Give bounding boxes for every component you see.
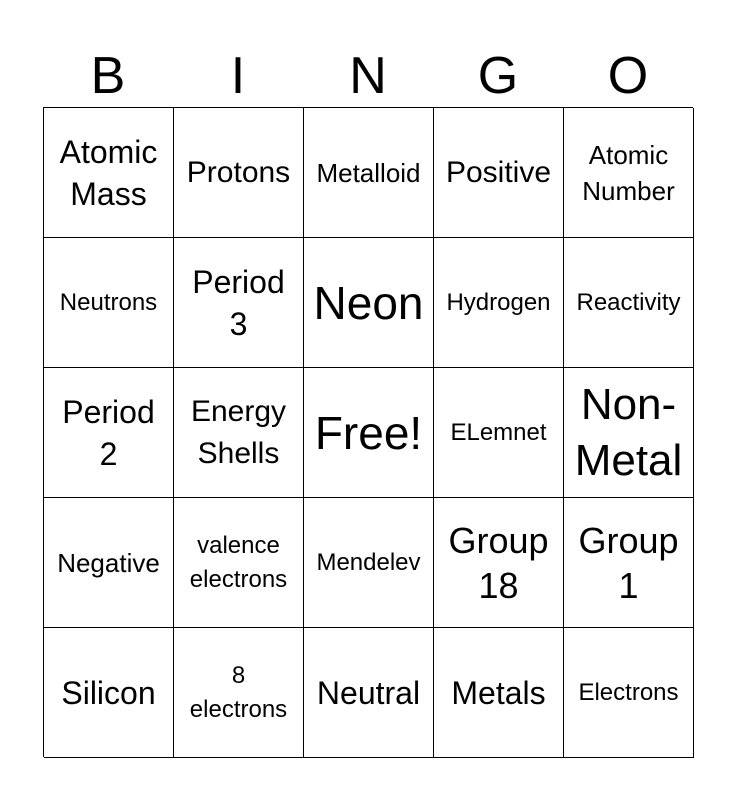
cell-label: Period 3	[192, 263, 285, 342]
bingo-cell-r2-c3[interactable]	[304, 238, 434, 368]
cell-label: Period 2	[62, 393, 155, 472]
bingo-cell-r3-c2[interactable]	[174, 368, 304, 498]
bingo-cell-r4-c1[interactable]	[44, 498, 174, 628]
cell-label: ELemnet	[450, 418, 547, 446]
bingo-cell-r3-c1[interactable]	[44, 368, 174, 498]
header-letter-o: O	[607, 47, 649, 105]
bingo-header	[43, 44, 693, 108]
cell-label: Group 1	[578, 519, 679, 606]
cell-label: Hydrogen	[446, 288, 551, 316]
header-letter-n: N	[349, 47, 387, 105]
bingo-cell-r5-c1[interactable]	[44, 628, 174, 758]
bingo-cell-r5-c5[interactable]	[564, 628, 694, 758]
cell-label: Positive	[445, 155, 552, 189]
bingo-cell-r4-c4[interactable]	[434, 498, 564, 628]
bingo-cell-r4-c3[interactable]	[304, 498, 434, 628]
bingo-cell-r2-c2[interactable]	[174, 238, 304, 368]
cell-label: Electrons	[578, 678, 679, 706]
bingo-cell-r3-c3[interactable]	[304, 368, 434, 498]
header-letter-g: G	[477, 47, 519, 105]
cell-label: Negative	[57, 547, 160, 578]
bingo-cell-r5-c3[interactable]	[304, 628, 434, 758]
bingo-cell-r2-c4[interactable]	[434, 238, 564, 368]
header-letter-i: I	[230, 47, 246, 105]
bingo-cell-r1-c3[interactable]	[304, 108, 434, 238]
bingo-cell-r1-c1[interactable]	[44, 108, 174, 238]
free-space-label: Free!	[314, 406, 423, 459]
bingo-cell-r1-c2[interactable]	[174, 108, 304, 238]
cell-label: Neon	[313, 276, 424, 329]
cell-label: Metals	[451, 674, 546, 711]
bingo-cell-r5-c2[interactable]	[174, 628, 304, 758]
cell-label: Neutrons	[59, 288, 158, 316]
cell-label: valence electrons	[189, 531, 288, 593]
bingo-cell-r3-c4[interactable]	[434, 368, 564, 498]
cell-label: Atomic Mass	[59, 133, 158, 212]
cell-label: Mendelev	[316, 548, 421, 576]
cell-label: Non- Metal	[574, 379, 683, 485]
cell-label: Reactivity	[576, 288, 681, 316]
cell-label: 8 electrons	[189, 661, 288, 723]
bingo-board	[43, 107, 693, 757]
cell-label: Atomic Number	[582, 139, 675, 206]
cell-label: Silicon	[61, 674, 156, 711]
cell-label: Protons	[186, 155, 291, 189]
bingo-cell-r4-c2[interactable]	[174, 498, 304, 628]
bingo-cell-r5-c4[interactable]	[434, 628, 564, 758]
bingo-cell-r1-c5[interactable]	[564, 108, 694, 238]
bingo-cell-r4-c5[interactable]	[564, 498, 694, 628]
bingo-cell-r2-c1[interactable]	[44, 238, 174, 368]
cell-label: Group 18	[448, 519, 549, 606]
bingo-cell-r3-c5[interactable]	[564, 368, 694, 498]
header-letter-b: B	[90, 47, 126, 105]
bingo-cell-r1-c4[interactable]	[434, 108, 564, 238]
bingo-cell-r2-c5[interactable]	[564, 238, 694, 368]
cell-label: Metalloid	[316, 157, 421, 188]
cell-label: Neutral	[316, 674, 421, 711]
cell-label: Energy Shells	[190, 394, 287, 470]
